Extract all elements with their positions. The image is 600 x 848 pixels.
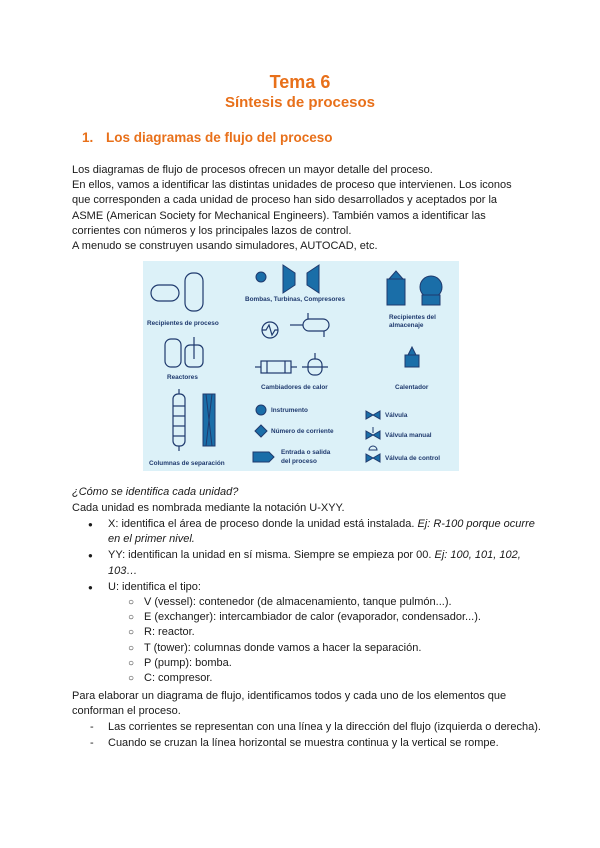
- shell-tube-exchanger-icon: [303, 319, 329, 331]
- label-entrada-1: Entrada o salida: [281, 449, 331, 456]
- vertical-vessel-icon: [185, 273, 203, 311]
- page-subtitle: Síntesis de procesos: [224, 94, 376, 111]
- pfd-symbols-svg: [143, 261, 459, 471]
- label-numero-corriente: Número de corriente: [271, 428, 334, 435]
- heater-icon: [405, 347, 419, 367]
- pump-icon: [256, 272, 266, 282]
- section-heading: [82, 130, 333, 145]
- intro-paragraph: [72, 163, 512, 254]
- turbine-icon: [283, 265, 295, 293]
- label-reactores: Reactores: [167, 374, 198, 381]
- x-example: Ej: R-100 porque ocurre en el primer nivel.: [108, 518, 535, 546]
- closing-paragraph: Para elaborar un diagrama de flujo, identificamos todos y cada uno de los elementos que conforman el proceso.: [72, 690, 507, 718]
- label-valvula: Válvula: [385, 412, 408, 419]
- type-item: ○ R: reactor.: [108, 625, 542, 640]
- page-title: Tema 6: [269, 72, 331, 92]
- notation-list: [72, 517, 542, 687]
- type-item: ○ P (pump): bomba.: [108, 656, 542, 671]
- label-recipientes: Recipientes de proceso: [147, 320, 219, 327]
- intro-line: En ellos, vamos a identificar las distintas unidades de proceso que intervienen. Los iconos que corresponden a cada unidad de proceso han sido desarrollados y aceptados por la ASME (American Society for Mechanical Engineers). También vamos a identificar las corrientes con números y los principales lazos de control.: [72, 179, 512, 237]
- list-item: - Cuando se cruzan la línea horizontal se muestra continua y la vertical se rompe.: [72, 736, 542, 751]
- section-number: 1.: [82, 130, 94, 145]
- label-valvula-control: Válvula de control: [385, 455, 441, 462]
- horizontal-vessel-icon: [151, 285, 179, 301]
- label-valvula-manual: Válvula manual: [385, 432, 432, 439]
- valve-icon: [366, 411, 380, 419]
- type-item: ○ E (exchanger): intercambiador de calor (evaporador, condensador...).: [108, 610, 542, 625]
- stream-number-icon: [255, 425, 267, 437]
- tray-column-icon: [173, 394, 185, 446]
- list-item: - Las corrientes se representan con una línea y la dirección del flujo (izquierda o derecha).: [72, 720, 542, 735]
- list-item: [72, 517, 542, 547]
- instrument-icon: [256, 405, 266, 415]
- inlet-outlet-icon: [253, 452, 274, 462]
- reactor-icon: [165, 339, 181, 367]
- u-text: U: identifica el tipo:: [108, 580, 201, 593]
- label-almacenaje-1: Recipientes del: [389, 314, 436, 321]
- storage-tank-icon: [387, 271, 405, 305]
- yy-text: YY: identifican la unidad en sí misma. Siempre se empieza por 00.: [108, 549, 432, 562]
- section-heading-text: Los diagramas de flujo del proceso: [106, 130, 333, 145]
- question-heading: ¿Cómo se identifica cada unidad?: [72, 486, 239, 498]
- type-item: ○ C: compresor.: [108, 671, 542, 686]
- label-bombas: Bombas, Turbinas, Compresores: [245, 296, 346, 303]
- label-almacenaje-2: almacenaje: [389, 322, 424, 329]
- yy-example: Ej: 100, 101, 102, 103…: [108, 549, 521, 577]
- type-item: ○ T (tower): columnas donde vamos a hacer la separación.: [108, 641, 542, 656]
- x-text: X: identifica el área de proceso donde la unidad está instalada.: [108, 518, 415, 530]
- list-item: [72, 580, 542, 686]
- exchanger-icon: [261, 361, 291, 373]
- pfd-symbols-figure: [143, 261, 459, 471]
- label-entrada-2: del proceso: [281, 458, 317, 465]
- naming-line: Cada unidad es nombrada mediante la notación U-XYY.: [72, 502, 345, 514]
- intro-line: Los diagramas de flujo de procesos ofrecen un mayor detalle del proceso.: [72, 164, 433, 176]
- type-item: ○ V (vessel): contenedor (de almacenamiento, tanque pulmón...).: [108, 595, 542, 610]
- control-valve-icon: [366, 454, 380, 462]
- compressor-icon: [307, 265, 319, 293]
- label-instrumento: Instrumento: [271, 407, 308, 414]
- label-columnas: Columnas de separación: [149, 460, 225, 467]
- label-calentador: Calentador: [395, 384, 429, 391]
- type-list: [108, 595, 542, 686]
- stream-rules-list: [72, 720, 542, 752]
- list-item: [72, 548, 542, 578]
- intro-line: A menudo se construyen usando simuladores, AUTOCAD, etc.: [72, 240, 378, 253]
- label-cambiadores: Cambiadores de calor: [261, 384, 328, 391]
